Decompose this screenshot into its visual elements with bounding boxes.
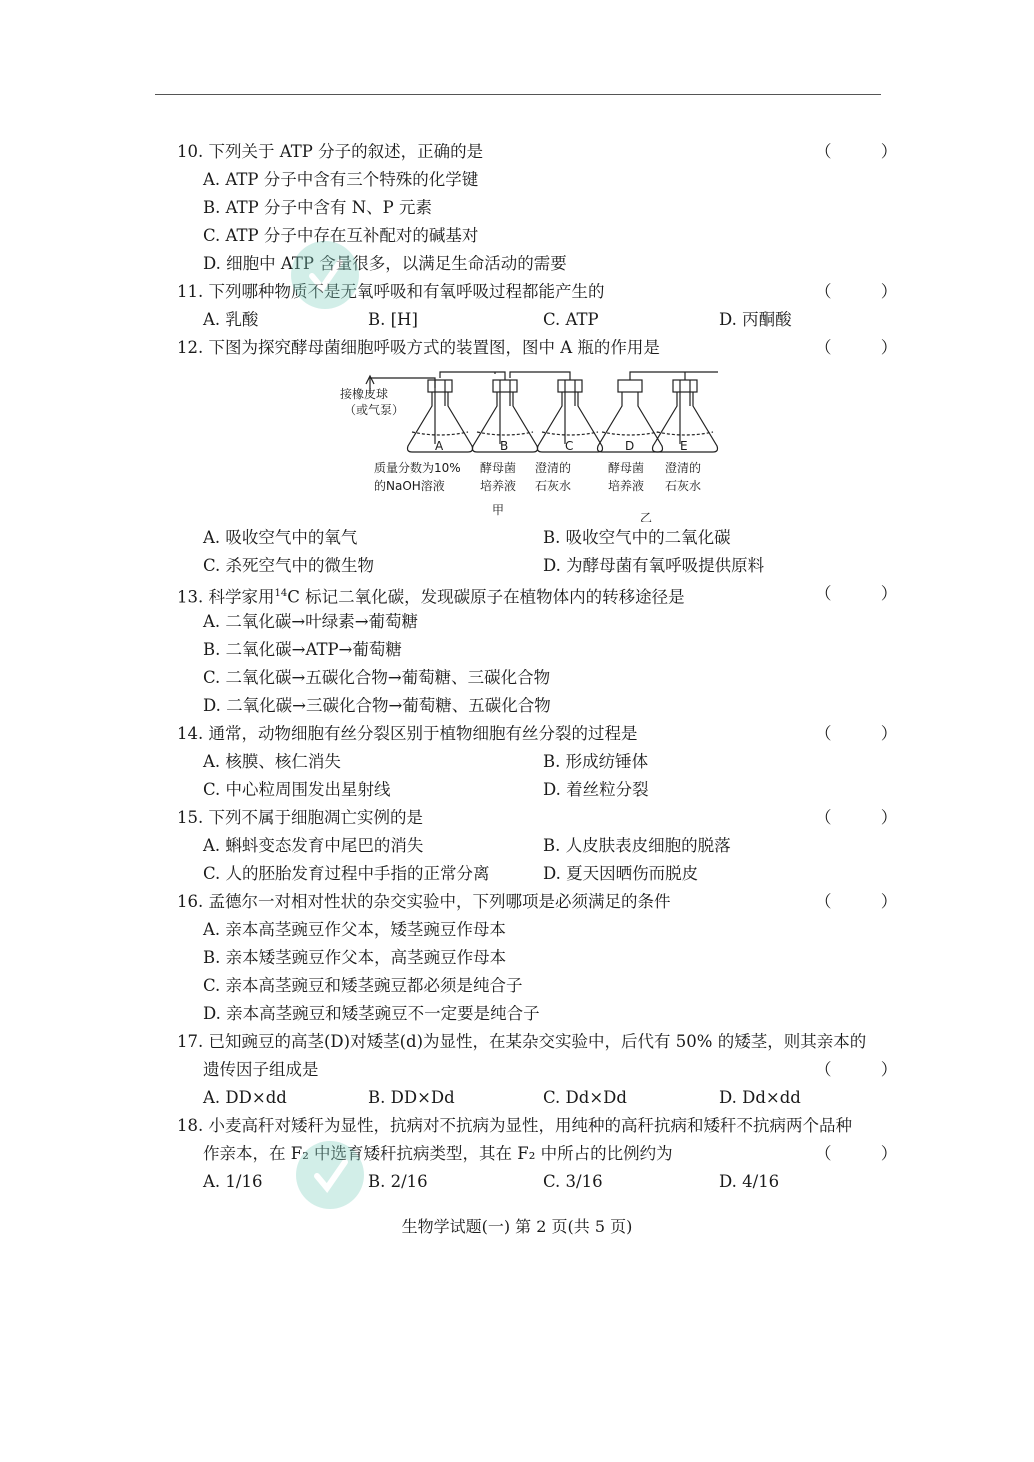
option-b: B. [H] <box>368 310 418 329</box>
group-yi: 乙 <box>640 511 653 522</box>
logo-watermark-icon <box>285 1130 375 1220</box>
label-e-2: 石灰水 <box>665 479 702 493</box>
question-stem: 12. 下图为探究酵母菌细胞呼吸方式的装置图，图中 A 瓶的作用是 <box>177 338 660 357</box>
option-b: B. 亲本矮茎豌豆作父本，高茎豌豆作母本 <box>203 948 507 967</box>
option-b: B. ATP 分子中含有 N、P 元素 <box>203 198 433 217</box>
option-c: C. 杀死空气中的微生物 <box>203 556 375 575</box>
option-d: D. 为酵母菌有氧呼吸提供原料 <box>543 556 765 575</box>
option-c: C. 二氧化碳→五碳化合物→葡萄糖、三碳化合物 <box>203 668 551 687</box>
label-d-2: 培养液 <box>608 479 645 493</box>
bottle-letter-a: A <box>435 439 444 453</box>
pump-label-2: （或气泵） <box>344 403 405 417</box>
option-a: A. 核膜、核仁消失 <box>203 752 341 771</box>
label-c-1: 澄清的 <box>535 461 572 475</box>
bottle-letter-e: E <box>680 439 688 453</box>
answer-paren: （ ） <box>815 584 920 603</box>
label-a-1: 质量分数为10% <box>374 461 461 475</box>
label-a-2: 的NaOH溶液 <box>374 479 445 493</box>
option-a: A. 吸收空气中的氧气 <box>203 528 358 547</box>
answer-paren: （ ） <box>815 892 920 911</box>
top-rule <box>155 94 881 95</box>
question-stem-cont: 作亲本，在 F₂ 中选育矮秆抗病类型，其在 F₂ 中所占的比例约为 <box>203 1144 673 1163</box>
option-d: D. 4/16 <box>719 1172 780 1191</box>
question-stem: 11. 下列哪种物质不是无氧呼吸和有氧呼吸过程都能产生的 <box>177 282 605 301</box>
pump-label-1: 接橡皮球 <box>340 387 389 401</box>
option-c: C. 3/16 <box>543 1172 603 1191</box>
option-b: B. 形成纺锤体 <box>543 752 649 771</box>
bottle-letter-d: D <box>625 439 635 453</box>
option-d: D. 二氧化碳→三碳化合物→葡萄糖、五碳化合物 <box>203 696 551 715</box>
option-d: D. 着丝粒分裂 <box>543 780 649 799</box>
label-b-2: 培养液 <box>480 479 517 493</box>
option-a: A. 乳酸 <box>203 310 259 329</box>
label-e-1: 澄清的 <box>665 461 702 475</box>
option-c: C. ATP 分子中存在互补配对的碱基对 <box>203 226 479 245</box>
answer-paren: （ ） <box>815 142 920 161</box>
option-c: C. ATP <box>543 310 599 329</box>
question-stem: 13. 科学家用$^{14}$C 标记二氧化碳，发现碳原子在植物体内的转移途径是 <box>177 587 685 607</box>
answer-paren: （ ） <box>815 1144 920 1163</box>
answer-paren: （ ） <box>815 724 920 743</box>
option-b: B. 2/16 <box>368 1172 428 1191</box>
option-c: C. 人的胚胎发育过程中手指的正常分离 <box>203 864 490 883</box>
answer-paren: （ ） <box>815 808 920 827</box>
option-b: B. DD×Dd <box>368 1088 455 1107</box>
bottle-letter-c: C <box>565 439 574 453</box>
option-a: A. 亲本高茎豌豆作父本，矮茎豌豆作母本 <box>203 920 506 939</box>
logo-watermark-icon <box>280 230 370 320</box>
answer-paren: （ ） <box>815 282 920 301</box>
option-b: B. 吸收空气中的二氧化碳 <box>543 528 731 547</box>
option-c: C. 亲本高茎豌豆和矮茎豌豆都必须是纯合子 <box>203 976 523 995</box>
answer-paren: （ ） <box>815 1060 920 1079</box>
option-a: A. 二氧化碳→叶绿素→葡萄糖 <box>203 612 419 631</box>
option-a: A. ATP 分子中含有三个特殊的化学键 <box>203 170 479 189</box>
question-stem: 10. 下列关于 ATP 分子的叙述，正确的是 <box>177 142 484 161</box>
bottle-letter-b: B <box>500 439 509 453</box>
option-a: A. 1/16 <box>203 1172 263 1191</box>
question-stem: 17. 已知豌豆的高茎(D)对矮茎(d)为显性，在某杂交实验中，后代有 50% 的矮茎，则其亲本的 <box>177 1032 867 1051</box>
question-stem-cont: 遗传因子组成是 <box>203 1060 319 1079</box>
group-jia: 甲 <box>492 503 505 517</box>
question-stem: 18. 小麦高秆对矮秆为显性，抗病对不抗病为显性，用纯种的高秆抗病和矮秆不抗病两个品种 <box>177 1116 852 1135</box>
option-c: C. Dd×Dd <box>543 1088 627 1107</box>
page-footer: 生物学试题(一) 第 2 页(共 5 页) <box>401 1217 633 1236</box>
tube-d-e-out <box>630 372 718 380</box>
option-a: A. DD×dd <box>203 1088 287 1107</box>
question-stem: 14. 通常，动物细胞有丝分裂区别于植物细胞有丝分裂的过程是 <box>177 724 638 743</box>
option-d: D. 丙酮酸 <box>719 310 792 329</box>
option-d: D. 亲本高茎豌豆和矮茎豌豆不一定要是纯合子 <box>203 1004 540 1023</box>
question-stem: 16. 孟德尔一对相对性状的杂交实验中，下列哪项是必须满足的条件 <box>177 892 671 911</box>
option-d: D. 细胞中 ATP 含量很多，以满足生命活动的需要 <box>203 254 567 273</box>
option-b: B. 二氧化碳→ATP→葡萄糖 <box>203 640 402 659</box>
question-stem: 15. 下列不属于细胞凋亡实例的是 <box>177 808 423 827</box>
option-d: D. Dd×dd <box>719 1088 801 1107</box>
option-d: D. 夏天因晒伤而脱皮 <box>543 864 699 883</box>
option-b: B. 人皮肤表皮细胞的脱落 <box>543 836 731 855</box>
answer-paren: （ ） <box>815 338 920 357</box>
option-a: A. 蝌蚪变态发育中尾巴的消失 <box>203 836 424 855</box>
tube-b-c <box>510 372 570 380</box>
label-b-1: 酵母菌 <box>480 461 517 475</box>
respiration-apparatus-diagram <box>340 366 720 522</box>
option-c: C. 中心粒周围发出星射线 <box>203 780 391 799</box>
label-d-1: 酵母菌 <box>608 461 645 475</box>
label-c-2: 石灰水 <box>535 479 572 493</box>
